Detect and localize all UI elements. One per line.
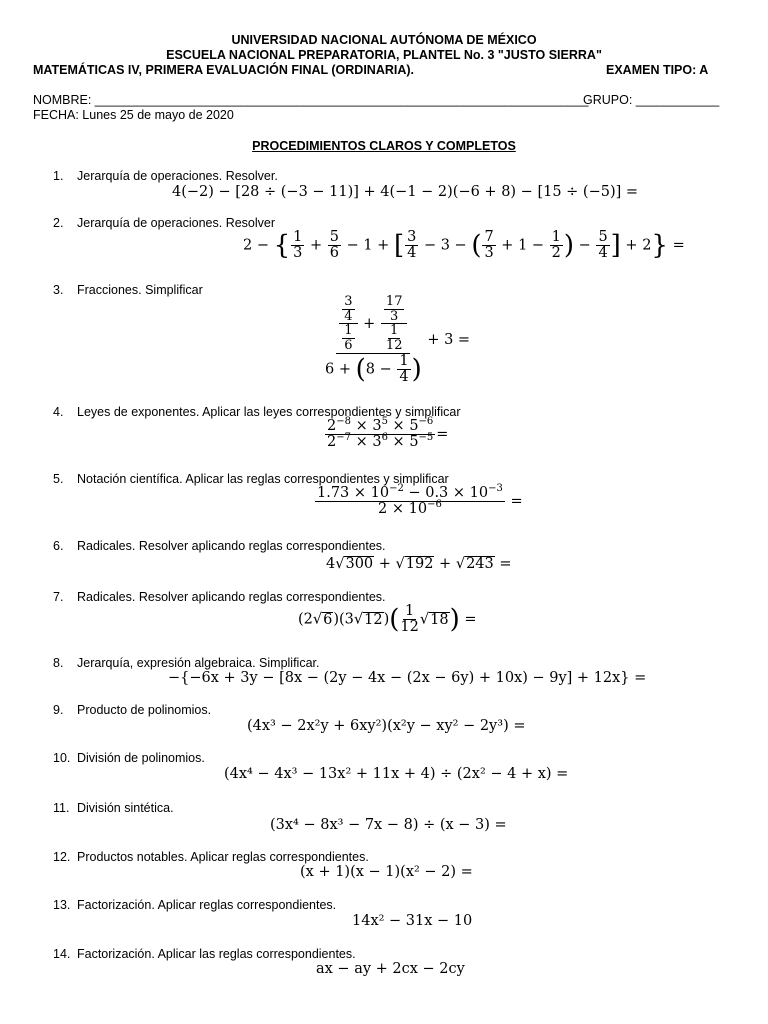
group-field: GRUPO: ____________ (583, 93, 720, 107)
expression-10: (4x⁴ − 4x³ − 13x² + 11x + 4) ÷ (2x² − 4 + x) = (224, 766, 569, 782)
problem-number: 10. (53, 751, 71, 765)
instructions-heading: PROCEDIMIENTOS CLAROS Y COMPLETOS (252, 139, 516, 153)
problem-number: 4. (53, 405, 64, 419)
problem-text: Factorización. Aplicar reglas correspondientes. (77, 898, 337, 912)
problem-text: Jerarquía de operaciones. Resolver (77, 216, 276, 230)
problem-text: Producto de polinomios. (77, 703, 212, 717)
problem-number: 3. (53, 283, 64, 297)
problem-text: Factorización. Aplicar las reglas correspondientes. (77, 947, 356, 961)
expression-14: ax − ay + 2cx − 2cy (316, 961, 465, 977)
expression-2: 2 − { $\frac{1}{3}$ + $\frac{5}{6}$ − 1 + [ $\frac{3}{4}$ − 3 − ( $\frac{7}{3}$ + 1 − $\frac{1}{2}$ ) − $\frac{5}{4}$ ] + 2} = (243, 229, 685, 262)
problem-text: Productos notables. Aplicar reglas correspondientes. (77, 850, 369, 864)
expression-12: (x + 1)(x − 1)(x² − 2) = (300, 864, 473, 880)
school-title: ESCUELA NACIONAL PREPARATORIA, PLANTEL No. 3 "JUSTO SIERRA" (166, 48, 602, 62)
problem-number: 2. (53, 216, 64, 230)
expression-6: 4√300 + √192 + √243 = (326, 556, 512, 572)
problem-number: 12. (53, 850, 71, 864)
problem-number: 5. (53, 472, 64, 486)
problem-number: 7. (53, 590, 64, 604)
expression-8: −{−6x + 3y − [8x − (2y − 4x − (2x − 6y) + 10x) − 9y] + 12x} = (168, 670, 647, 686)
problem-text: Notación científica. Aplicar las reglas correspondientes y simplificar (77, 472, 449, 486)
problem-number: 8. (53, 656, 64, 670)
problem-number: 9. (53, 703, 64, 717)
problem-number: 6. (53, 539, 64, 553)
problem-text: Fracciones. Simplificar (77, 283, 203, 297)
problem-text: Leyes de exponentes. Aplicar las leyes correspondientes y simplificar (77, 405, 461, 419)
problem-text: Jerarquía de operaciones. Resolver. (77, 169, 278, 183)
course-title: MATEMÁTICAS IV, PRIMERA EVALUACIÓN FINAL (ORDINARIA). (33, 63, 415, 77)
expression-9: (4x³ − 2x²y + 6xy²)(x²y − xy² − 2y³) = (247, 718, 526, 734)
university-title: UNIVERSIDAD NACIONAL AUTÓNOMA DE MÉXICO (231, 33, 537, 47)
expression-13: 14x² − 31x − 10 (352, 913, 473, 929)
exam-type: EXAMEN TIPO: A (606, 63, 709, 77)
problem-number: 13. (53, 898, 71, 912)
problem-text: División sintética. (77, 801, 174, 815)
problem-number: 14. (53, 947, 71, 961)
problem-text: División de polinomios. (77, 751, 205, 765)
problem-number: 1. (53, 169, 64, 183)
expression-11: (3x⁴ − 8x³ − 7x − 8) ÷ (x − 3) = (270, 817, 507, 833)
problem-text: Jerarquía, expresión algebraica. Simplificar. (77, 656, 320, 670)
date-label: FECHA: Lunes 25 de mayo de 2020 (33, 108, 234, 122)
name-field: NOMBRE: _______________________________________________________________________ (33, 93, 589, 107)
expression-4: $\frac{2^{-8} \times 3^5 \times 5^{-6}}{2^{-7} \times 3^6 \times 5^{-5}}$ = (327, 416, 449, 451)
expression-7: (2√6)(3√12)( $\frac{1}{12}$ √18) = (298, 603, 477, 636)
problem-text: Radicales. Resolver aplicando reglas correspondientes. (77, 539, 386, 553)
expression-5: $\frac{1.73 \times 10^{-2} - 0.3 \times 10^{-3}}{2 \times 10^{-6}}$ = (317, 483, 523, 518)
problem-text: Radicales. Resolver aplicando reglas correspondientes. (77, 590, 386, 604)
expression-1: 4(−2) − [28 ÷ (−3 − 11)] + 4(−1 − 2)(−6 + 8) − [15 ÷ (−5)] = (172, 184, 639, 200)
problem-number: 11. (53, 801, 70, 815)
expression-3: $\frac{\frac{3}{4}}{\frac{1}{6}}$ + $\frac{\frac{17}{3}}{\frac{1}{12}}$ 6 + (8 − $\frac{1}{4}$ ) + 3 = (325, 294, 471, 385)
